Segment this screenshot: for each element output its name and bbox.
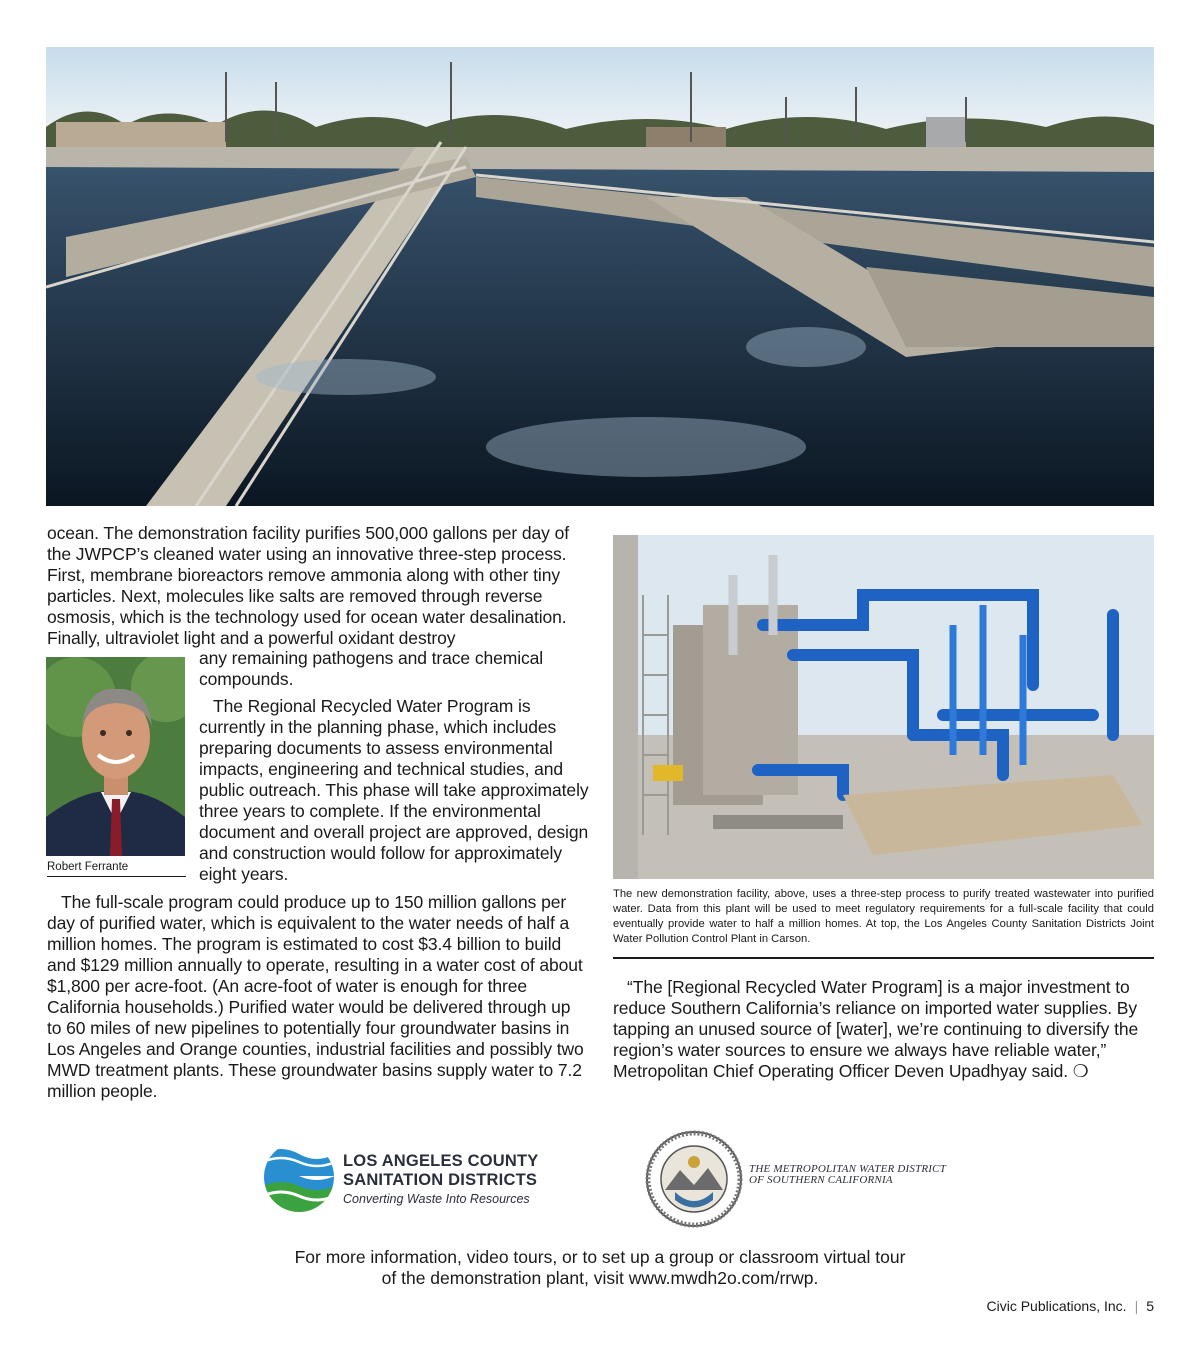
la-logo-line2: SANITATION DISTRICTS <box>343 1171 538 1189</box>
more-info-line2: of the demonstration plant, visit www.mwdh2o.com/rrwp. <box>381 1268 819 1288</box>
quote-text: “The [Regional Recycled Water Program] is a major investment to reduce Southern California’s reliance on imported water supplies. By tapping an unused source of [water], we’re continuing to diversify the region’s water sources to ensure we always have reliable water,” Metropolitan Chief Operating Officer Deven Upadhyay said. <box>613 977 1139 1081</box>
sanitation-waves-icon <box>263 1140 335 1214</box>
mwd-seal-icon <box>645 1130 743 1228</box>
portrait-caption: Robert Ferrante <box>47 861 186 877</box>
mwd-logo-line2: OF SOUTHERN CALIFORNIA <box>749 1174 893 1186</box>
publisher-name: Civic Publications, Inc. <box>986 1298 1127 1314</box>
treatment-plant-photo <box>46 47 1154 506</box>
footer-separator: | <box>1134 1298 1139 1314</box>
more-info-line1: For more information, video tours, or to set up a group or classroom virtual tour <box>294 1247 906 1267</box>
page-number: 5 <box>1146 1298 1154 1314</box>
more-info-text <box>200 1247 1000 1289</box>
page-footer <box>987 1298 1155 1314</box>
la-logo-tagline: Converting Waste Into Resources <box>343 1192 530 1206</box>
article-paragraph-2: any remaining pathogens and trace chemical compounds. The Regional Recycled Water Program is currently in the planning phase, which includes preparing documents to assess environmental impacts, engineering and technical studies, and public outreach. This phase will take approximately three years to complete. If the environmental document and overall project are approved, design and construction would follow for approximately eight years. <box>199 648 589 884</box>
mwd-logo-line1: THE METROPOLITAN WATER DISTRICT <box>749 1163 947 1175</box>
article-paragraph-3: The full-scale program could produce up to 150 million gallons per day of purified water, which is equivalent to the water needs of half a million homes. The program is estimated to cost $3.4 billion to build and $129 million annually to operate, resulting in a water cost of about $1,800 per acre-foot. (An acre-foot of water is enough for three California households.) Purified water would be delivered through up to 60 miles of new pipelines to potentially four groundwater basins in Los Angeles and Orange counties, industrial facilities and possibly two MWD treatment plants. These groundwater basins supply water to 7.2 million people. <box>47 892 584 1101</box>
metropolitan-water-district-logo <box>645 1130 955 1230</box>
end-mark: ❍ <box>1072 1061 1089 1081</box>
portrait-photo <box>46 657 185 856</box>
la-county-sanitation-logo <box>263 1140 563 1214</box>
article-paragraph-1: ocean. The demonstration facility purifies 500,000 gallons per day of the JWPCP’s cleaned water using an innovative three-step process. First, membrane bioreactors remove ammonia along with other tiny particles. Next, molecules like salts are removed through reverse osmosis, which is the technology used for ocean water desalination. Finally, ultraviolet light and a powerful oxidant destroy <box>47 523 569 648</box>
photo-caption: The new demonstration facility, above, uses a three-step process to purify treated wastewater into purified water. Data from this plant will be used to meet regulatory requirements for a full-scale facility that could eventually provide water to half a million homes. At top, the Los Angeles County Sanitation Districts Joint Water Pollution Control Plant in Carson. <box>613 887 1154 959</box>
article-quote <box>613 977 1154 1082</box>
demonstration-facility-photo <box>613 535 1154 879</box>
la-logo-line1: LOS ANGELES COUNTY <box>343 1152 539 1170</box>
mwd-logo-text <box>749 1164 946 1186</box>
